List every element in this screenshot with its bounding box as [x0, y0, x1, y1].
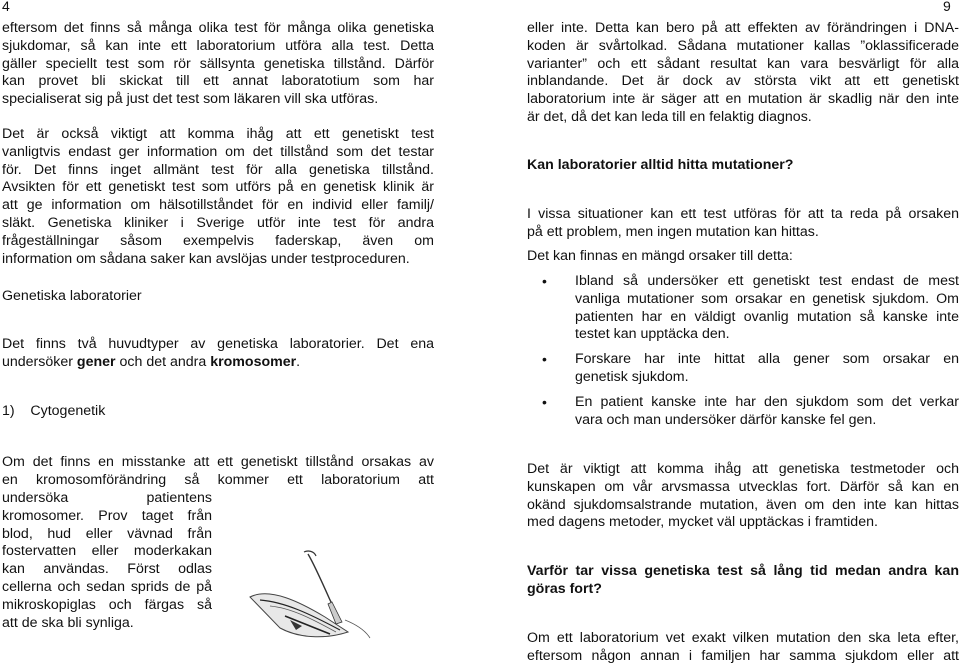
text-line: I vissa situationer kan ett test utföras för att ta reda på orsaken [527, 206, 959, 222]
paragraph-lab-types [2, 336, 434, 372]
text-line: cellerna och sedan sprids de på [2, 578, 212, 595]
text-line: Det är också viktigt att komma ihåg att ett genetiskt test [2, 126, 434, 142]
text-line: kunskapen om vår arvsmassa utvecklas fort. Därför så kan en [527, 478, 959, 495]
text-line: En patient kanske inte har den sjukdom som det verkar [575, 394, 959, 410]
text-line: kromosomer. Prov taget från [2, 507, 212, 524]
text-line: kan användas. Först odlas [2, 561, 212, 578]
bullet-icon: • [542, 394, 547, 410]
text-line: Det är viktigt att komma ihåg att genetiska testmetoder och [527, 461, 959, 477]
text-line: Om det finns en misstanke att ett genetiskt tillstånd orsakas av [2, 454, 434, 470]
text-line: information om sådana saker kan avslöjas under testproceduren. [2, 250, 410, 267]
text-line: med dagens metoder, mycket väl upptäckas i framtiden. [527, 514, 878, 531]
text-line: blod, hud eller vävnad från [2, 525, 212, 542]
section-heading-test-duration [527, 563, 959, 599]
text-line: laboratorium inte är säger att en mutation är skadlig när den inte [527, 91, 959, 108]
paragraph-cytogenetics-narrow [2, 490, 212, 632]
text-line: undersöka patientens [2, 490, 212, 506]
bullet-icon: • [542, 351, 547, 367]
text-line: eftersom det finns så många olika test för många olika genetiska [2, 20, 434, 36]
text-line: Ibland så undersöker ett genetiskt test endast de mest [575, 273, 959, 289]
text-line: inblandande. Det är dock av största vikt att ett genetiskt [527, 73, 959, 90]
text-line: är det, då det kan leda till en felaktig diagnos. [527, 108, 812, 125]
bullet-icon: • [542, 273, 547, 289]
text-line: Det kan finnas en mängd orsaker till detta: [527, 248, 793, 264]
text-line: på ett problem, men ingen mutation kan hittas. [527, 223, 819, 240]
text-line: Forskare har inte hittat alla gener som orsakar en [575, 351, 959, 367]
text-line: fostervatten eller moderkakan [2, 543, 212, 560]
text-line: sjukdomar, så kan inte ett laboratorium utföra alla test. Detta [2, 37, 434, 54]
text-line: varianter” och ett sådant resultat kan vara besvärligt för alla [527, 55, 959, 72]
text-line: undersöker gener och det andra kromosomer. [2, 353, 301, 370]
text-line: vanligtvis endast ger information om det tillstånd som det testar [2, 143, 434, 160]
paragraph-methods-evolve [527, 461, 959, 532]
paragraph-cytogenetics-intro [2, 454, 434, 490]
paragraph-test-information [2, 126, 434, 268]
text-line: släkt. Genetiska kliniker i Sverige utför inte test för andra [2, 214, 434, 231]
paragraph-known-mutation [527, 630, 959, 666]
section-heading-cytogenetics: 1) Cytogenetik [2, 403, 106, 419]
text-line: Om ett laboratorium vet exakt vilken mutation den ska leta efter, [527, 630, 959, 646]
text-line: genetisk sjukdom. [575, 368, 689, 385]
text-line: gäller speciellt test som rör sällsynta genetiska tillstånd. Därför [2, 55, 434, 72]
list-item [575, 351, 959, 387]
text-line: patienten har en väldigt ovanlig mutation så kanske inte [575, 308, 959, 325]
term-chromosomes: kromosomer [210, 353, 297, 370]
text-line: mikroskopiglas och färgas så [2, 596, 212, 613]
page-number-left: 4 [2, 0, 10, 14]
paragraph-lab-tests [2, 20, 434, 109]
text-line: kan provet bli skickat till ett annat laboratotium som har [2, 73, 434, 90]
text-line: frågeställningar såsom exempelvis faderskap, även om [2, 232, 434, 249]
text-line: eller inte. Detta kan bero på att effekten av förändringen i DNA- [527, 20, 959, 36]
text-line: testet kan upptäcka den. [575, 326, 730, 343]
paragraph-reasons [527, 248, 959, 266]
term-genes: gener [76, 353, 116, 370]
text-line: göras fort? [527, 580, 602, 597]
text-line: eftersom någon annan i familjen har samma sjukdom eller att [527, 647, 959, 664]
list-item [575, 273, 959, 344]
text-line: specialiserat sig på just det test som läkaren vill ska utföras. [2, 91, 379, 108]
text-line: Avsikten för ett genetiskt test som utförs på en genetisk klinik är [2, 179, 434, 196]
list-item [575, 394, 959, 430]
text-line: vanliga mutationer som orsakar en genetisk sjukdom. Om [575, 290, 959, 307]
microscope-slide-illustration [230, 542, 390, 657]
paragraph-unclassified-variants [527, 20, 959, 127]
text-line: för. Det finns inget allmänt test för alla genetiska tillstånd. [2, 161, 434, 178]
paragraph-no-mutation-found [527, 206, 959, 242]
text-line: Varför tar vissa genetiska test så lång tid medan andra kan [527, 563, 959, 579]
text-line: att de ska bli synliga. [2, 614, 134, 631]
text-line: vara och man undersöker därför kanske fel gen. [575, 411, 877, 428]
text-line: koden är svårtolkad. Sådana mutationer kallas ”oklassificerade [527, 37, 959, 54]
section-heading-laboratories: Genetiska laboratorier [2, 288, 142, 304]
text-line: okänd sjukdomsalstrande mutation, även om den inte kan hittas [527, 496, 959, 513]
text-line: Det finns två huvudtyper av genetiska laboratorier. Det ena [2, 336, 434, 352]
text-line: att ge information om hälsotillståndet för en individ eller familj/ [2, 197, 434, 214]
text-line: en kromosomförändring så kommer ett laboratorium att [2, 471, 434, 488]
section-heading-find-mutations: Kan laboratorier alltid hitta mutationer? [527, 157, 794, 173]
page-number-right: 9 [943, 0, 951, 14]
